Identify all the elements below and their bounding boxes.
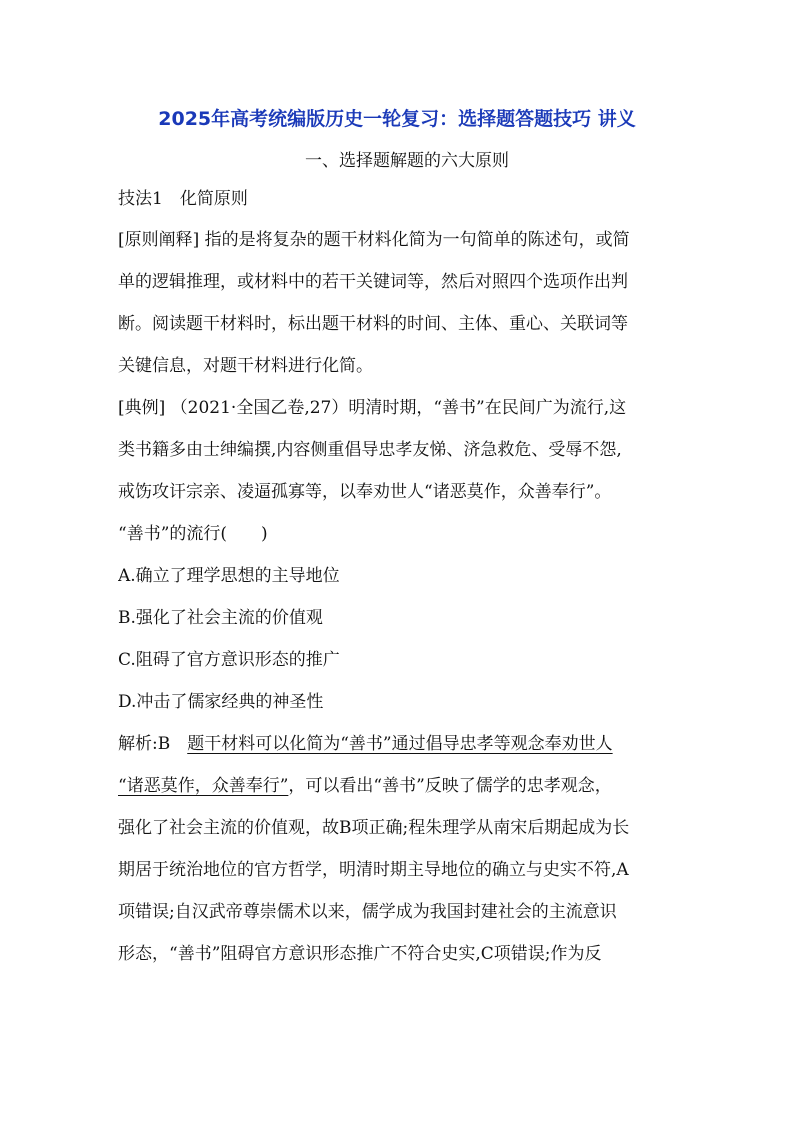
analysis-line bbox=[118, 774, 678, 798]
principle-line: 单的逻辑推理，或材料中的若干关键词等，然后对照四个选项作出判 bbox=[118, 272, 628, 292]
principle-line: 关键信息，对题干材料进行化简。 bbox=[118, 356, 373, 376]
analysis-line: 强化了社会主流的价值观，故B项正确;程朱理学从南宋后期起成为长 bbox=[118, 818, 630, 838]
analysis-line: 形态，“善书”阻碍官方意识形态推广不符合史实,C项错误;作为反 bbox=[118, 944, 602, 964]
example-line: [典例] （2021·全国乙卷,27）明清时期，“善书”在民间广为流行,这 bbox=[118, 398, 627, 418]
analysis-label: 解析:B bbox=[118, 734, 188, 754]
principle-line: [原则阐释] 指的是将复杂的题干材料化简为一句简单的陈述句，或简 bbox=[118, 230, 630, 250]
option-b: B.强化了社会主流的价值观 bbox=[118, 608, 323, 628]
technique-heading: 技法1 化简原则 bbox=[118, 189, 248, 209]
option-d: D.冲击了儒家经典的神圣性 bbox=[118, 692, 324, 712]
example-line: 戒饬攻讦宗亲、凌逼孤寡等，以奉劝世人“诸恶莫作，众善奉行”。 bbox=[118, 482, 612, 502]
principle-line: 断。阅读题干材料时，标出题干材料的时间、主体、重心、关联词等 bbox=[118, 314, 628, 334]
analysis-text: ，可以看出“善书”反映了儒学的忠孝观念， bbox=[288, 776, 612, 796]
analysis-line: 项错误;自汉武帝尊崇儒术以来，儒学成为我国封建社会的主流意识 bbox=[118, 902, 617, 922]
question-stem: “善书”的流行( ) bbox=[118, 524, 268, 544]
option-a: A.确立了理学思想的主导地位 bbox=[118, 566, 340, 586]
analysis-underlined-text: 题干材料可以化简为“善书”通过倡导忠孝等观念奉劝世人 bbox=[187, 734, 613, 754]
section-heading: 一、选择题解题的六大原则 bbox=[305, 151, 509, 171]
analysis-line: 期居于统治地位的官方哲学，明清时期主导地位的确立与史实不符,A bbox=[118, 860, 629, 880]
example-line: 类书籍多由士绅编撰,内容侧重倡导忠孝友悌、济急救危、受辱不怨, bbox=[118, 440, 622, 460]
option-c: C.阻碍了官方意识形态的推广 bbox=[118, 650, 340, 670]
document-title: 2025年高考统编版历史一轮复习：选择题答题技巧 讲义 bbox=[158, 108, 636, 130]
analysis-line bbox=[118, 732, 678, 756]
analysis-underlined-quote: “诸恶莫作，众善奉行” bbox=[118, 776, 289, 796]
